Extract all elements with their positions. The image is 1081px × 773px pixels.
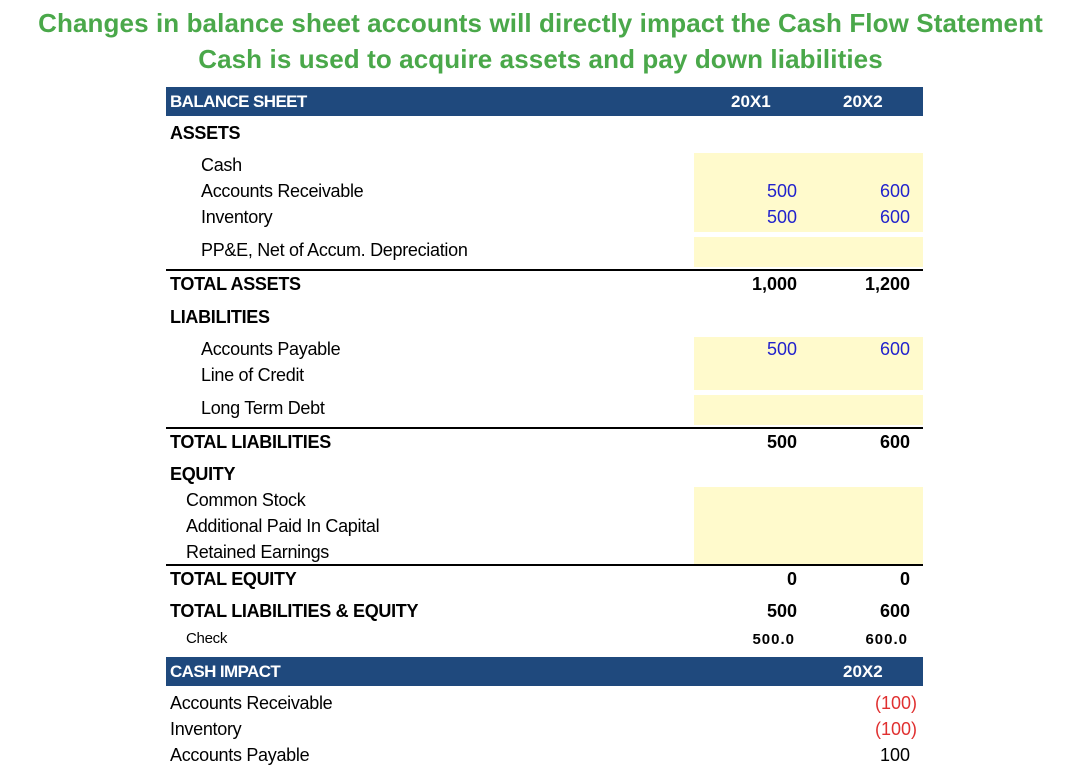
total-liabilities-20x1: 500	[766, 432, 797, 452]
divider	[166, 269, 923, 271]
cash-impact-ap-value: 100	[879, 745, 910, 765]
row-label-apic: Additional Paid In Capital	[186, 516, 380, 536]
total-le-label: TOTAL LIABILITIES & EQUITY	[170, 601, 419, 621]
ltd-input-area	[694, 395, 923, 425]
headline-line-2: Cash is used to acquire assets and pay down liabilities	[198, 44, 883, 74]
row-label-accounts-receivable: Accounts Receivable	[201, 181, 364, 201]
cash-impact-label-inventory: Inventory	[170, 719, 242, 739]
row-label-cash: Cash	[201, 155, 242, 175]
ppe-input-area	[694, 237, 923, 267]
cash-impact-ar-value: (100)	[874, 693, 917, 713]
equity-input-area	[694, 487, 923, 564]
row-label-ppe: PP&E, Net of Accum. Depreciation	[201, 240, 468, 260]
check-20x2: 600.0	[865, 631, 908, 648]
equity-heading: EQUITY	[170, 464, 236, 484]
row-label-long-term-debt: Long Term Debt	[201, 398, 325, 418]
liabilities-heading: LIABILITIES	[170, 307, 270, 327]
total-equity-20x2: 0	[899, 569, 910, 589]
divider	[166, 427, 923, 429]
total-liabilities-label: TOTAL LIABILITIES	[170, 432, 331, 452]
total-assets-20x2: 1,200	[864, 274, 910, 294]
cash-impact-label-ar: Accounts Receivable	[170, 693, 333, 713]
total-assets-label: TOTAL ASSETS	[170, 274, 301, 294]
row-label-accounts-payable: Accounts Payable	[201, 339, 341, 359]
total-equity-label: TOTAL EQUITY	[170, 569, 297, 589]
column-20x1: 20X1	[731, 92, 771, 111]
inventory-20x1-value[interactable]: 500	[766, 207, 797, 227]
ap-20x1-value[interactable]: 500	[766, 339, 797, 359]
headline-line-1: Changes in balance sheet accounts will directly impact the Cash Flow Statement	[38, 8, 1043, 38]
cash-impact-inventory-value: (100)	[874, 719, 917, 739]
balance-sheet-title: BALANCE SHEET	[170, 92, 307, 111]
total-liabilities-20x2: 600	[879, 432, 910, 452]
row-label-line-of-credit: Line of Credit	[201, 365, 304, 385]
row-label-common-stock: Common Stock	[186, 490, 306, 510]
column-20x2: 20X2	[843, 92, 883, 111]
inventory-20x2-value[interactable]: 600	[879, 207, 910, 227]
row-label-inventory: Inventory	[201, 207, 273, 227]
cash-impact-column-20x2: 20X2	[843, 662, 883, 681]
ar-20x1-value[interactable]: 500	[766, 181, 797, 201]
assets-heading: ASSETS	[170, 123, 241, 143]
check-20x1: 500.0	[752, 631, 795, 648]
total-le-20x1: 500	[766, 601, 797, 621]
row-label-retained-earnings: Retained Earnings	[186, 542, 329, 562]
total-assets-20x1: 1,000	[751, 274, 797, 294]
cash-impact-title: CASH IMPACT	[170, 662, 281, 681]
ap-20x2-value[interactable]: 600	[879, 339, 910, 359]
cash-impact-label-ap: Accounts Payable	[170, 745, 310, 765]
balance-sheet-header	[166, 87, 923, 116]
cash-impact-header	[166, 657, 923, 686]
divider	[166, 564, 923, 566]
check-label: Check	[186, 630, 228, 647]
total-le-20x2: 600	[879, 601, 910, 621]
ar-20x2-value[interactable]: 600	[879, 181, 910, 201]
total-equity-20x1: 0	[786, 569, 797, 589]
